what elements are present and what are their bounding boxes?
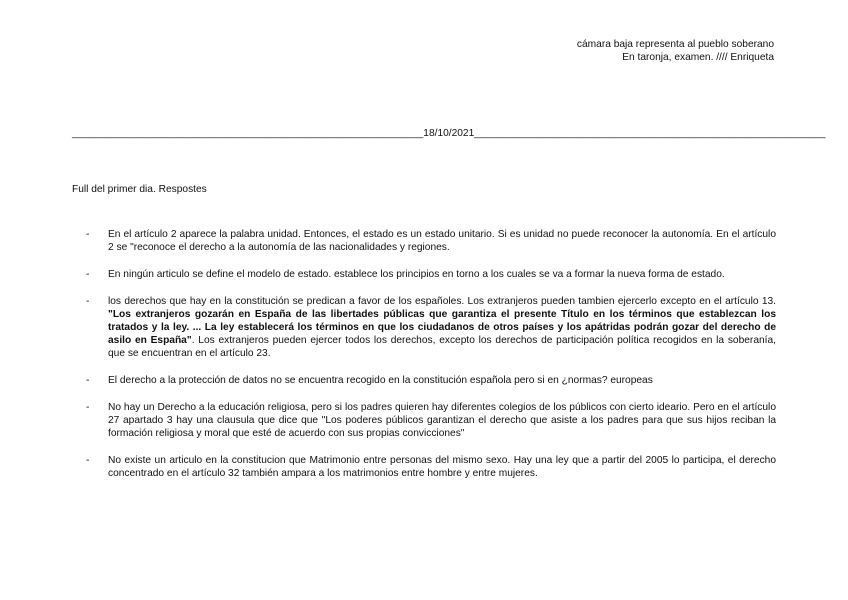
bullet-marker: -: [86, 375, 90, 386]
list-item: [86, 454, 776, 480]
list-item-text: En ningún articulo se define el modelo de estado. establece los principios en torno a los cuales se va a formar la nueva forma de estado.: [108, 269, 725, 280]
list-item-text: No existe un articulo en la constitucion que Matrimonio entre personas del mismo sexo. Hay una ley que a partir del 2005 lo participa, el derecho concentrado en el artículo 32 también ampara a los matrimonios entre hombre y entre mujeres.: [108, 455, 776, 479]
header-line-1: cámara baja representa al pueblo soberano: [576, 39, 774, 50]
page-header: [577, 38, 774, 64]
list-item-text-plain: . Los extranjeros pueden ejercer todos los derechos, excepto los derechos de participación política recogidos en la soberanía, que se encuentran en el artículo 23.: [108, 335, 776, 359]
answers-list: [86, 228, 776, 494]
header-line-2: En taronja, examen. //// Enriqueta: [622, 52, 774, 63]
list-item-text: En el artículo 2 aparece la palabra unidad. Entonces, el estado es un estado unitario. Si es unidad no puede reconocer la autonomía. En el artículo 2 se "reconoce el derecho a la autonomía de las nacionalidades y regiones.: [108, 229, 776, 253]
list-item-text: El derecho a la protección de datos no se encuentra recogido en la constitución española pero si en ¿normas? europeas: [108, 375, 653, 386]
bullet-marker: -: [86, 229, 90, 240]
constitution-quote: "Los extranjeros gozarán en España de las libertades públicas que garantiza el presente Título en los términos que establezcan los tratados y la ley. ... La ley establecerá los términos en que los ciudadanos de otros países y los apátridas podrán gozar del derecho de asilo en España": [108, 309, 776, 346]
list-item-text-plain: los derechos que hay en la constitución se predican a favor de los españoles. Los extranjeros pueden tambien ejercerlo excepto en el artículo 13.: [108, 296, 776, 307]
list-item-text: [108, 295, 776, 360]
date-line: [72, 127, 826, 140]
bullet-marker: -: [86, 296, 90, 307]
bullet-marker: -: [86, 269, 90, 280]
list-item: [86, 374, 776, 387]
bullet-marker: -: [86, 402, 90, 413]
list-item: [86, 401, 776, 440]
list-item: [86, 268, 776, 281]
bullet-marker: -: [86, 455, 90, 466]
date-line-left-rule: ______________________________________________________________: [72, 128, 424, 139]
list-item: [86, 295, 776, 360]
list-item-text: No hay un Derecho a la educación religiosa, pero si los padres quieren hay diferentes colegios de los públicos con cierto ideario. Pero en el artículo 27 apartado 3 hay una clausula que dice que "Los poderes públicos garantizan el derecho que asiste a los padres para que sus hijos reciban la formación religiosa y moral que esté de acuerdo con sus propias convicciones": [108, 402, 776, 439]
intro-heading: Full del primer dia. Respostes: [72, 184, 207, 195]
date-line-right-rule: ______________________________________________________________: [474, 128, 826, 139]
document-date: 18/10/2021: [423, 128, 475, 139]
list-item: [86, 228, 776, 254]
